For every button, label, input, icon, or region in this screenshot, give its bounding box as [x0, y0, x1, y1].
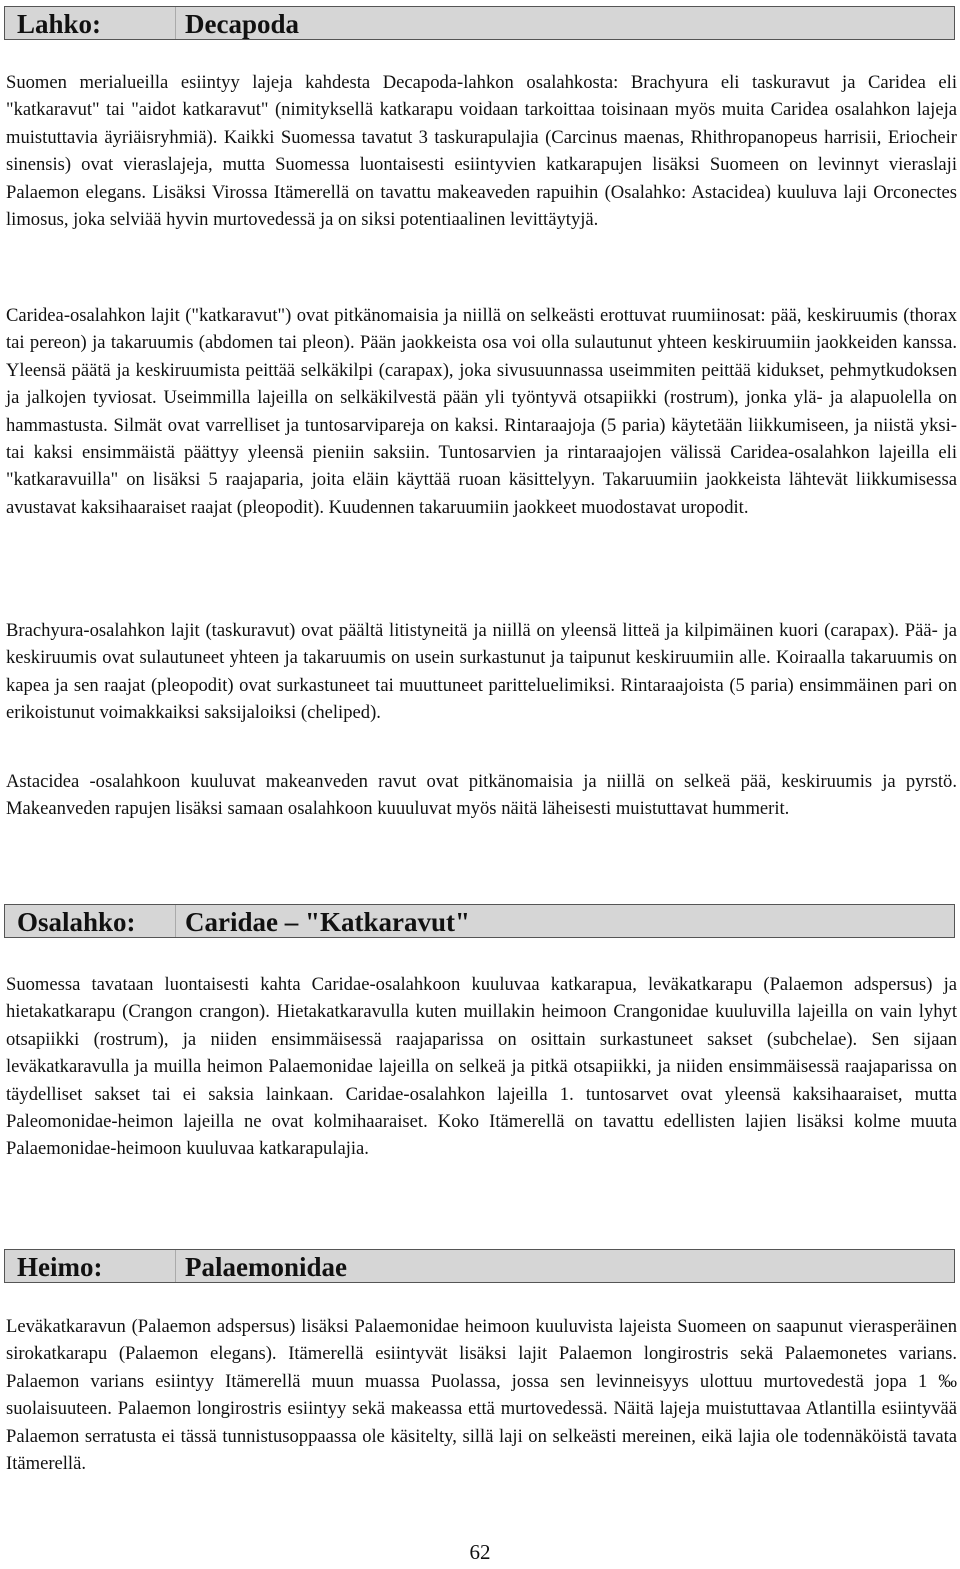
heading-heimo	[4, 1249, 955, 1283]
heading-name: Palaemonidae	[185, 1252, 347, 1282]
paragraph: Suomessa tavataan luontaisesti kahta Caridae-osalahkoon kuuluvaa katkarapua, leväkatkarapu (Palaemon adspersus) ja hietakatkarapu (Crangon crangon). Hietakatkaravulla kuten muillakin heimoon Crangonidae kuuluvilla lajeilla on vain lyhyt otsapiikki (rostrum), ja niiden ensimmäisessä raajaparissa on osittain surkastuneet sakset (subchelae). Sen sijaan leväkatkaravulla ja muilla heimon Palaemonidae lajeilla on selkeä ja pitkä otsapiikki, ja niiden ensimmäisessä raajaparissa on täydelliset sakset tai ei saksia lainkaan. Caridae-osalahkon lajeilla 1. tuntosarvet ovat yleensä kaksihaaraiset, mutta Paleomonidae-heimon lajeilla ne ovat kolmihaaraiset. Koko Itämerellä on tavattu edellisten lajien lisäksi kolme muuta Palaemonidae-heimoon kuuluvaa katkarapulajia.	[6, 974, 957, 1160]
heading-osalahko	[4, 904, 955, 938]
paragraph: Suomen merialueilla esiintyy lajeja kahdesta Decapoda-lahkon osalahkosta: Brachyura eli taskuravut ja Caridea eli "katkaravut" tai "aidot katkaravut" (nimityksellä katkarapu voidaan tarkoittaa toisinaan myös muita Caridea osalahkon lajeja muistuttavia äyriäisryhmiä). Kaikki Suomessa tavatut 3 taskurapulajia (Carcinus maenas, Rhithropanopeus harrisii, Eriocheir sinensis) ovat vieraslajeja, mutta Suomessa luontaisesti esiintyvien katkarapujen lisäksi Suomeen on levinnyt vieraslaji Palaemon elegans. Lisäksi Virossa Itämerellä on tavattu makeaveden rapuihin (Osalahko: Astacidea) kuuluva laji Orconectes limosus, joka selviää hyvin murtovedessä ja on siksi potentiaalinen levittäytyjä.	[6, 72, 957, 231]
heading-lahko	[4, 6, 955, 40]
paragraph: Brachyura-osalahkon lajit (taskuravut) ovat päältä litistyneitä ja niillä on yleensä litteä ja kilpimäinen kuori (carapax). Pää- ja keskiruumis ovat sulautuneet yhteen ja takaruumis on usein surkastunut ja taipunut keskiruumiin alle. Koiraalla takaruumis on kapea ja sen raajat (pleopodit) ovat surkastuneet tai muuttuneet paritteluelimiksi. Rintaraajoista (5 paria) ensimmäinen pari on erikoistunut voimakkaiksi saksijaloiksi (cheliped).	[6, 620, 957, 724]
page-number: 62	[469, 1540, 491, 1564]
heading-divider	[175, 1250, 176, 1282]
heading-label: Osalahko:	[17, 907, 136, 937]
heading-name: Caridae – "Katkaravut"	[185, 907, 470, 937]
heading-divider	[175, 7, 176, 39]
heading-label: Heimo:	[17, 1252, 103, 1282]
paragraph: Astacidea -osalahkoon kuuluvat makeanveden ravut ovat pitkänomaisia ja niillä on selkeä pää, keskiruumis ja pyrstö. Makeanveden rapujen lisäksi samaan osalahkoon kuuuluvat myös näitä läheisesti muistuttavat hummerit.	[6, 771, 957, 820]
heading-name: Decapoda	[185, 9, 299, 39]
paragraph: Caridea-osalahkon lajit ("katkaravut") ovat pitkänomaisia ja niillä on selkeästi erottuvat ruumiinosat: pää, keskiruumis (thorax tai pereon) ja takaruumis (abdomen tai pleon). Pään jaokkeista osa voi olla sulautunut yhteen keskiruumiin jaokkeiden kanssa. Yleensä päätä ja keskiruumista peittää selkäkilpi (carapax), joka sivusuunnassa useimmiten peittää kidukset, pehmytkudoksen ja jalkojen tyviosat. Useimmilla lajeilla on selkäkilvestä pään yli työntyvä otsapiikki (rostrum), jonka ylä- ja alapuolella on hammastusta. Silmät ovat varrelliset ja tuntosarvipareja on kaksi. Rintaraajoja (5 paria) käytetään liikkumiseen, ja niistä yksi- tai kaksi ensimmäistä päättyy yleensä pieniin saksiin. Tuntosarvien ja rintaraajojen välissä Caridea-osalahkon lajeilla eli "katkaravuilla" on lisäksi 5 raajaparia, joita eläin käyttää ruoan käsittelyyn. Takaruumiin jaokkeista lähtevät liikkumisessa avustavat kaksihaaraiset raajat (pleopodit). Kuudennen takaruumiin jaokkeet muodostavat uropodit.	[6, 305, 957, 518]
heading-label: Lahko:	[17, 9, 102, 39]
heading-divider	[175, 905, 176, 937]
paragraph: Leväkatkaravun (Palaemon adspersus) lisäksi Palaemonidae heimoon kuuluvista lajeista Suomeen on saapunut vierasperäinen sirokatkarapu (Palaemon elegans). Itämerellä esiintyvät lisäksi lajit Palaemon longirostris sekä Palaemonetes varians. Palaemon varians esiintyy Itämerellä muun muassa Puolassa, jossa sen levinneisyys ulottuu murtovedestä jopa 1 ‰ suolaisuuteen. Palaemon longirostris esiintyy sekä makeassa että murtovedessä. Näitä lajeja muistuttavaa Atlantilla esiintyvää Palaemon serratusta ei tässä tunnistusoppaassa ole käsitelty, sillä laji on selkeästi mereinen, eikä lajia ole todennäköistä tavata Itämerellä.	[6, 1316, 957, 1475]
